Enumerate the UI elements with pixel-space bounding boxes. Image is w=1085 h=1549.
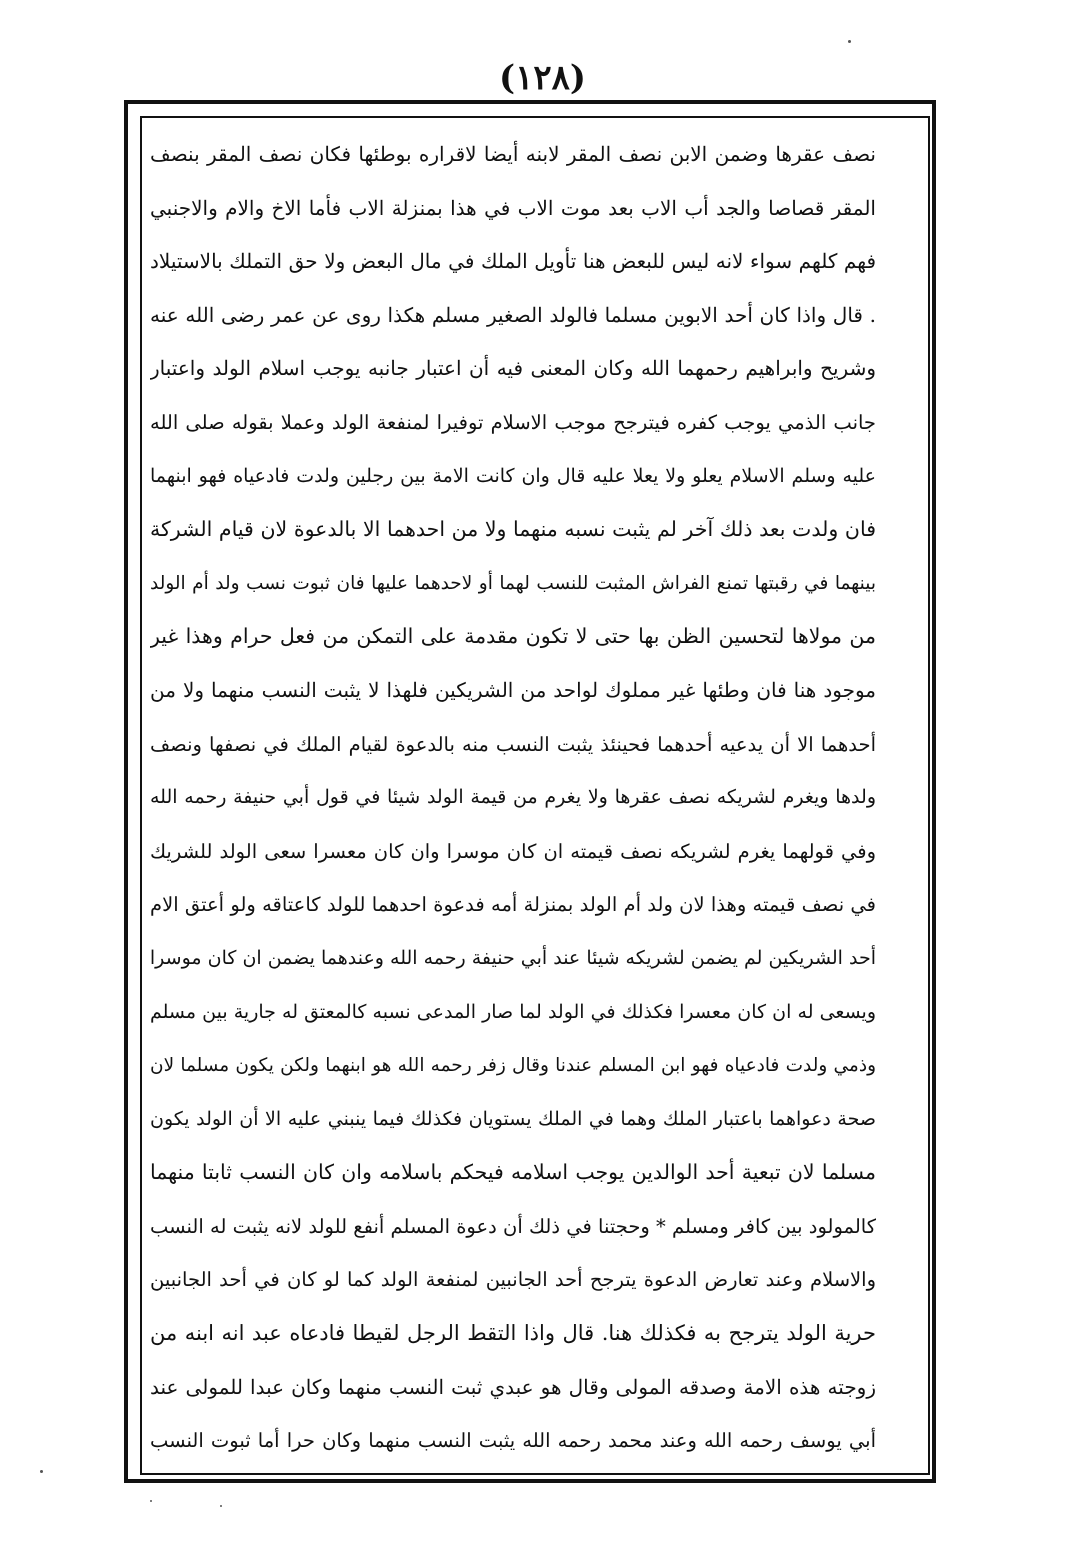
text-line: صحة دعواهما باعتبار الملك وهما في الملك يستويان فكذلك فيما ينبني عليه الا أن الولد يكون (150, 1107, 876, 1130)
text-line: مسلما لان تبعية أحد الوالدين يوجب اسلامه فيحكم باسلامه وان كان النسب ثابتا منهما (150, 1160, 876, 1185)
scan-speck (220, 1505, 222, 1507)
text-line: والاسلام وعند تعارض الدعوة يترجح أحد الجانبين لمنفعة الولد كما لو كان في أحد الجانبين (150, 1268, 876, 1292)
text-line: كالمولود بين كافر ومسلم * وحجتنا في ذلك أن دعوة المسلم أنفع للولد لانه يثبت له النسب (150, 1214, 876, 1238)
text-line: وذمي ولدت فادعياه فهو ابن المسلم عندنا وقال زفر رحمه الله هو ابنهما ولكن يكون مسلما لان (150, 1055, 876, 1077)
scan-speck (848, 40, 851, 43)
text-line: ولدها ويغرم لشريكه نصف عقرها ولا يغرم من قيمة الولد شيئا في قول أبي حنيفة رحمه الله (150, 786, 876, 809)
scan-speck (150, 1500, 152, 1502)
text-line: . قال واذا كان أحد الابوين مسلما فالولد الصغير مسلم هكذا روى عن عمر رضى الله عنه (150, 302, 876, 327)
text-line: نصف عقرها وضمن الابن نصف المقر لابنه أيضا لاقراره بوطئها فكان نصف المقر بنصف (150, 142, 876, 166)
text-line: وفي قولهما يغرم لشريكه نصف قيمته ان كان موسرا وان كان معسرا سعى الولد للشريك (150, 839, 876, 863)
text-line: حرية الولد يترجح به فكذلك هنا. قال واذا التقط الرجل لقيطا فادعاه عبد انه ابنه من (150, 1321, 876, 1346)
text-line: عليه وسلم الاسلام يعلو ولا يعلا عليه قال وان كانت الامة بين رجلين ولدت فادعياه فهو ابنهما (150, 464, 876, 487)
scan-speck (40, 1470, 43, 1473)
text-line: وشريح وابراهيم رحمهما الله وكان المعنى فيه أن اعتبار جانبه يوجب اسلام الولد واعتبار (150, 356, 876, 381)
text-line: فان ولدت بعد ذلك آخر لم يثبت نسبه منهما ولا من احدهما الا بالدعوة لان قيام الشركة (150, 517, 876, 542)
text-body (150, 128, 876, 1468)
text-line: في نصف قيمته وهذا لان ولد أم الولد بمنزلة أمه فدعوة احدهما للولد كاعتاقه ولو أعتق الام (150, 893, 876, 917)
page-number: (١٢٨) (499, 58, 586, 98)
text-line: أبي يوسف رحمه الله وعند محمد رحمه الله يثبت النسب منهما وكان حرا أما ثبوت النسب (150, 1429, 876, 1453)
text-line: فهم كلهم سواء لانه ليس للبعض هنا تأويل الملك في مال البعض ولا حق التملك بالاستيلاد (150, 249, 876, 274)
text-line: موجود هنا فان وطئها غير مملوك لواحد من الشريكين فلهذا لا يثبت النسب منهما ولا من (150, 677, 876, 702)
text-line: زوجته هذه الامة وصدقه المولى وقال هو عبدي ثبت النسب منهما وكان عبدا للمولى عند (150, 1374, 876, 1399)
text-line: أحد الشريكين لم يضمن لشريكه شيئا عند أبي حنيفة رحمه الله وعندهما يضمن ان كان موسرا (150, 946, 876, 969)
text-line: المقر قصاصا والجد أب الاب بعد موت الاب في هذا بمنزلة الاب فأما الاخ والام والاجنبي (150, 195, 876, 220)
text-line: بينهما في رقبتها تمنع الفراش المثبت للنسب لهما أو لاحدهما عليها فان ثبوت نسب ولد أم الولد (150, 572, 876, 594)
text-line: من مولاها لتحسين الظن بها حتى لا تكون مقدمة على التمكن من فعل حرام وهذا غير (150, 624, 876, 649)
text-line: ويسعى له ان كان معسرا فكذلك في الولد لما صار المدعى نسبه كالمعتق له جارية بين مسلم (150, 1000, 876, 1023)
text-line: أحدهما الا أن يدعيه أحدهما فحينئذ يثبت النسب منه بالدعوة لقيام الملك في نصفها ونصف (150, 732, 876, 756)
text-line: جانب الذمي يوجب كفره فيترجح موجب الاسلام توفيرا لمنفعة الولد وعملا بقوله صلى الله (150, 410, 876, 434)
